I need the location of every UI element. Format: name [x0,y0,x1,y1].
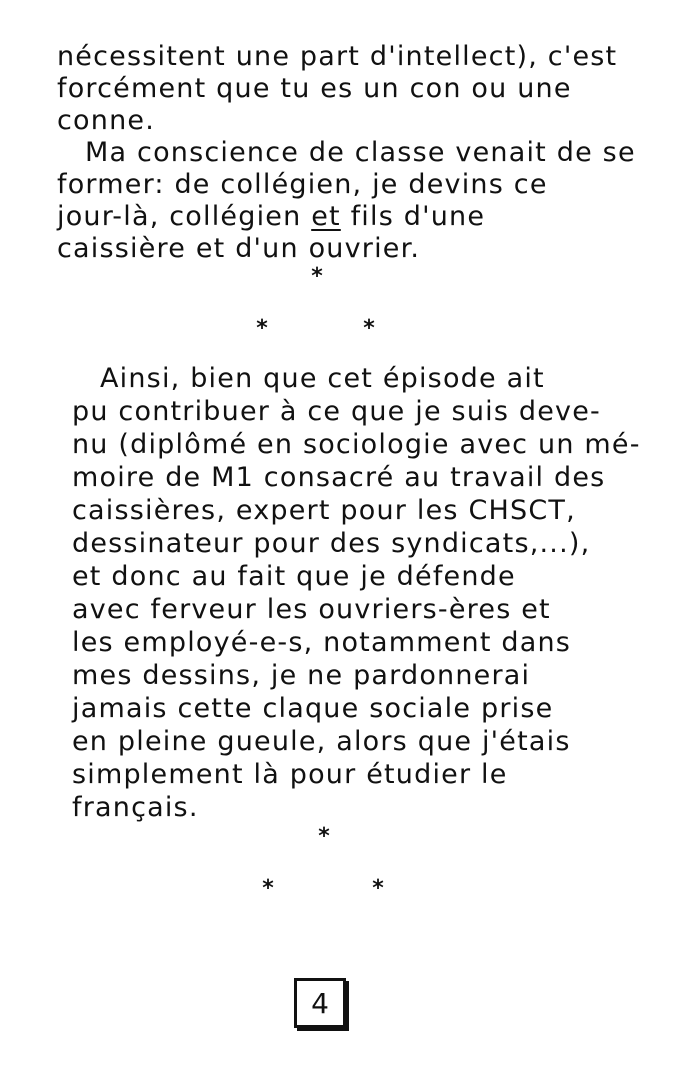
text-line: français. [72,792,199,823]
text-line: avec ferveur les ouvriers-ères et [72,594,551,625]
asterisk: * [311,264,323,289]
page-number-box [294,978,346,1028]
emphasized-word: et [311,201,341,232]
text-line: mes dessins, je ne pardonnerai [72,660,531,691]
text-segment: fils d'une [340,201,486,232]
text-line: nu (diplômé en sociologie avec un mé- [72,429,641,460]
asterisk: * [372,876,384,901]
page-number: 4 [311,986,329,1020]
text-line: jamais cette claque sociale prise [72,693,554,724]
text-segment: jour-là, collégien [57,201,312,232]
text-line: pu contribuer à ce que je suis deve- [72,396,601,427]
text-line: moire de M1 consacré au travail des [72,462,606,493]
text-line: nécessitent une part d'intellect), c'est [57,41,618,72]
text-line: les employé-e-s, notamment dans [72,627,572,658]
asterisk: * [262,876,274,901]
text-line: caissières, expert pour les CHSCT, [72,495,576,526]
text-line: conne. [57,105,155,136]
asterisk: * [363,316,375,341]
text-line: Ma conscience de classe venait de se [85,137,636,168]
text-line: en pleine gueule, alors que j'étais [72,726,571,757]
text-line: dessinateur pour des syndicats,...), [72,528,591,559]
asterisk: * [256,316,268,341]
text-line: caissière et d'un ouvrier. [57,233,421,264]
text-line-with-emphasis [57,203,485,230]
text-line: Ainsi, bien que cet épisode ait [100,363,545,394]
asterisk: * [318,824,330,849]
text-line: et donc au fait que je défende [72,561,516,592]
text-line: forcément que tu es un con ou une [57,73,572,104]
text-line: former: de collégien, je devins ce [57,169,548,200]
text-line: simplement là pour étudier le [72,759,508,790]
